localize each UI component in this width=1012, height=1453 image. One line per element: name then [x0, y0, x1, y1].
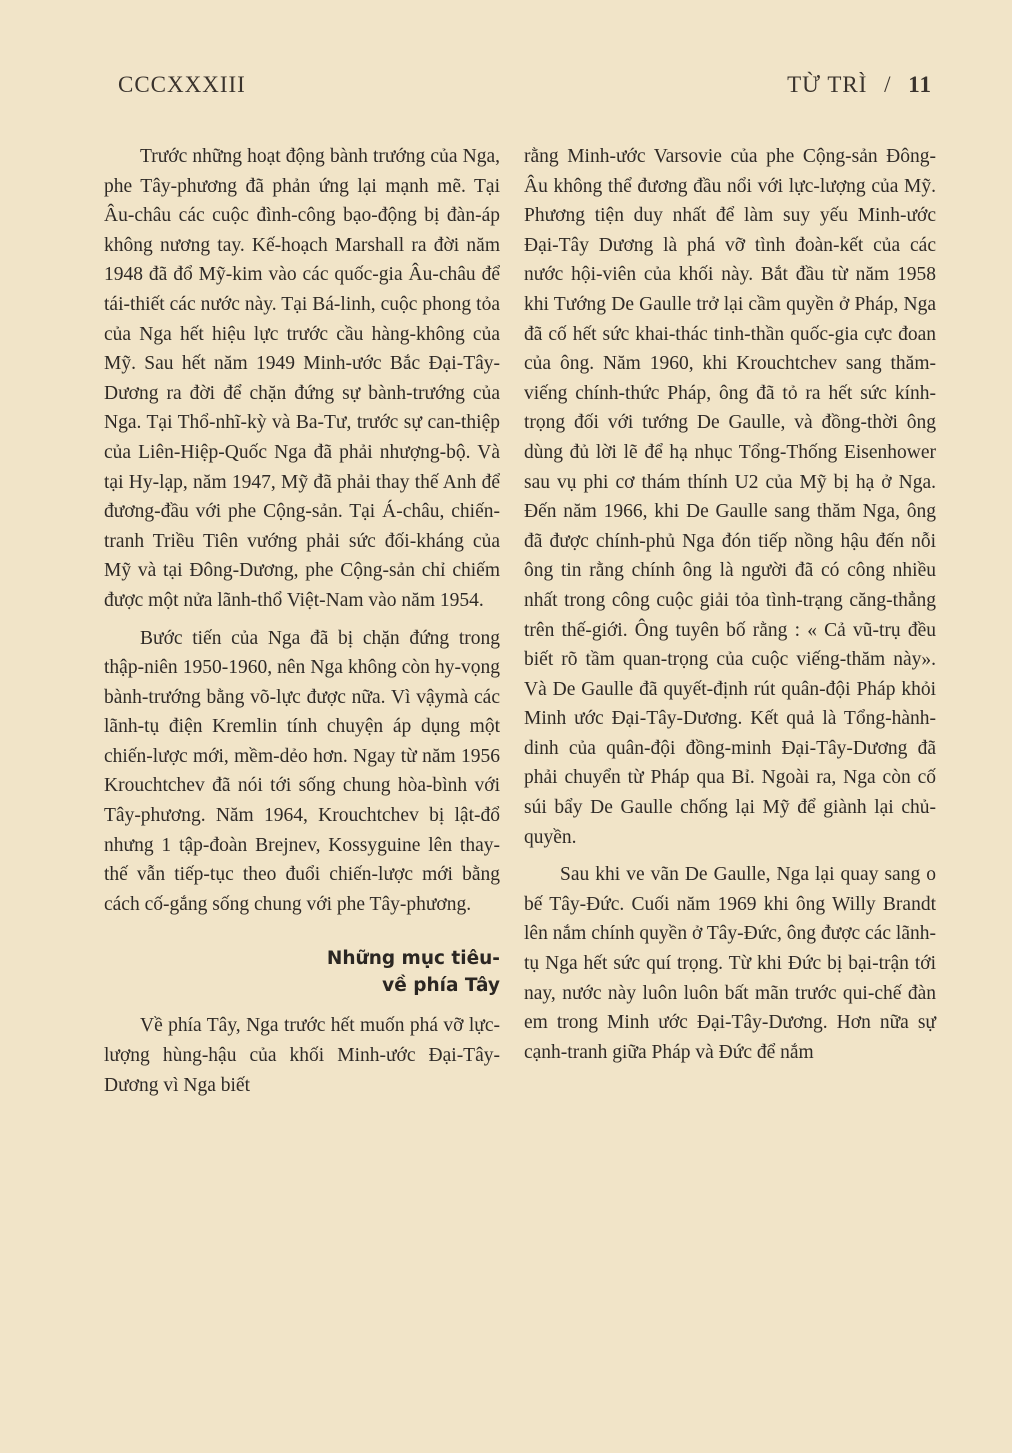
- left-column: [104, 142, 500, 1100]
- section-heading: [104, 945, 500, 999]
- chapter-number: CCCXXXIII: [118, 72, 246, 97]
- section-heading-line: về phía Tây: [382, 975, 500, 997]
- section-heading-line: Những mục tiêu-: [326, 948, 500, 970]
- paragraph: Trước những hoạt động bành trướng của Nga, phe Tây-phương đã phản ứng lại mạnh mẽ. Tại Âu-châu các cuộc đình-công bạo-động bị đàn-áp không nương tay. Kế-hoạch Marshall ra đời năm 1948 đã đổ Mỹ-kim vào các quốc-gia Âu-châu để tái-thiết các nước này. Tại Bá-linh, cuộc phong tỏa của Nga hết hiệu lực trước cầu hàng-không của Mỹ. Sau hết năm 1949 Minh-ước Bắc Đại-Tây-Dương ra đời để chặn đứng sự bành-trướng của Nga. Tại Thổ-nhĩ-kỳ và Ba-Tư, trước sự can-thiệp của Liên-Hiệp-Quốc Nga đã phải nhượng-bộ. Và tại Hy-lạp, năm 1947, Mỹ đã phải thay thế Anh để đương-đầu với phe Cộng-sản. Tại Á-châu, chiến-tranh Triều Tiên vướng phải sức đối-kháng của Mỹ và tại Đông-Dương, phe Cộng-sản chỉ chiếm được một nửa lãnh-thổ Việt-Nam vào năm 1954.: [104, 146, 500, 611]
- running-header: [118, 72, 932, 106]
- paragraph: Sau khi ve vãn De Gaulle, Nga lại quay sang o bế Tây-Đức. Cuối năm 1969 khi ông Willy Brandt lên nắm chính quyền ở Tây-Đức, ông được các lãnh-tụ Nga hết sức quí trọng. Từ khi Đức bị bại-trận tới nay, nước này luôn luôn bất mãn trước qui-chế đàn em trong Minh ước Đại-Tây-Dương. Hơn nữa sự cạnh-tranh giữa Pháp và Đức để nắm: [524, 864, 936, 1063]
- page-number: 11: [908, 72, 932, 97]
- header-separator: /: [884, 72, 892, 97]
- paragraph: Bước tiến của Nga đã bị chặn đứng trong thập-niên 1950-1960, nên Nga không còn hy-vọng bành-trướng bằng võ-lực được nữa. Vì vậymà các lãnh-tụ điện Kremlin tính chuyện áp dụng một chiến-lược mới, mềm-dẻo hơn. Ngay từ năm 1956 Krouchtchev đã nói tới sống chung hòa-bình với Tây-phương. Năm 1964, Krouchtchev bị lật-đổ nhưng 1 tập-đoàn Brejnev, Kossyguine lên thay-thế vẫn tiếp-tục theo đuổi chiến-lược mới bằng cách cố-gắng sống chung với phe Tây-phương.: [104, 627, 500, 915]
- right-column: [524, 142, 936, 1067]
- paragraph: rằng Minh-ước Varsovie của phe Cộng-sản Đông-Âu không thể đương đầu nổi với lực-lượng của Mỹ. Phương tiện duy nhất để làm suy yếu Minh-ước Đại-Tây Dương là phá vỡ tình đoàn-kết của các nước hội-viên của khối này. Bắt đầu từ năm 1958 khi Tướng De Gaulle trở lại cầm quyền ở Pháp, Nga đã cố hết sức khai-thác tinh-thần quốc-gia cực đoan của ông. Năm 1960, khi Krouchtchev sang thăm-viếng chính-thức Pháp, ông đã tỏ ra hết sức kính-trọng đối với tướng De Gaulle, và đồng-thời ông dùng đủ lời lẽ để hạ nhục Tổng-Thống Eisenhower sau vụ phi cơ thám thính U2 của Mỹ bị hạ ở Nga. Đến năm 1966, khi De Gaulle sang thăm Nga, ông đã được chính-phủ Nga đón tiếp nồng hậu đến nỗi ông tin rằng chính ông là người đã có công nhiều nhất trong công cuộc giải tỏa tình-trạng căng-thẳng trên thế-giới. Ông tuyên bố rằng : « Cả vũ-trụ đều biết rõ tầm quan-trọng của cuộc viếng-thăm này». Và De Gaulle đã quyết-định rút quân-đội Pháp khỏi Minh ước Đại-Tây-Dương. Kết quả là Tổng-hành-dinh của quân-đội đồng-minh Đại-Tây-Dương đã phải chuyển từ Pháp qua Bỉ. Ngoài ra, Nga còn cố súi bẩy De Gaulle chống lại Mỹ để giành lại chủ-quyền.: [524, 146, 936, 848]
- header-title: TỪ TRÌ: [787, 72, 868, 97]
- paragraph: Về phía Tây, Nga trước hết muốn phá vỡ lực-lượng hùng-hậu của khối Minh-ước Đại-Tây-Dương vì Nga biết: [104, 1015, 500, 1096]
- running-title: [787, 72, 932, 98]
